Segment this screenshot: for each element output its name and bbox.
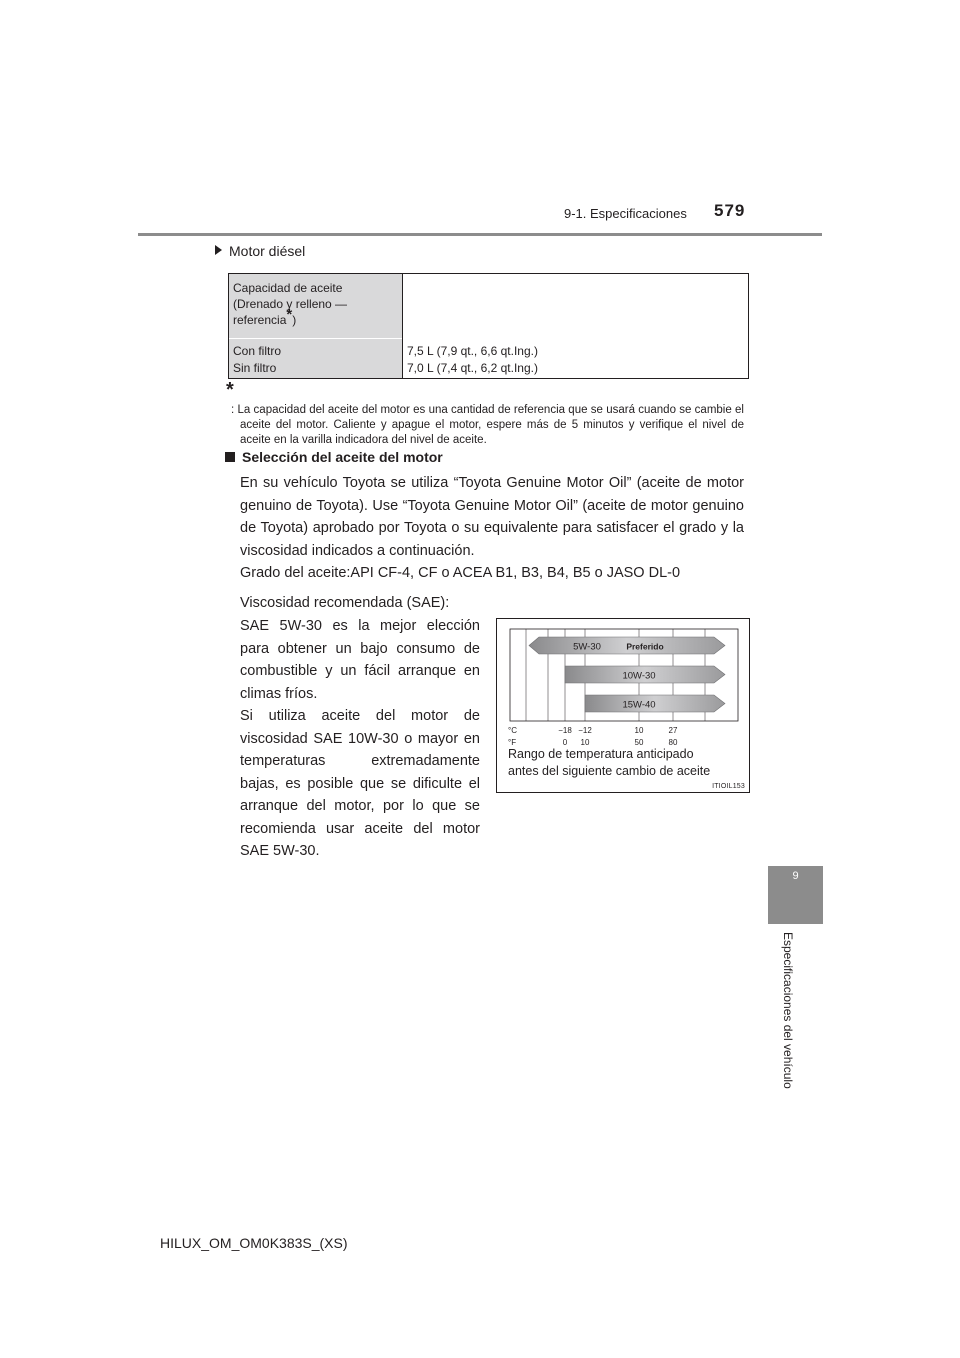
unit-celsius-label: °C: [508, 726, 517, 735]
table-divider: [229, 338, 402, 339]
tick-label-fahrenheit: 50: [634, 738, 644, 747]
triangle-bullet-icon: [215, 245, 222, 255]
tick-label-celsius: 27: [668, 726, 678, 735]
viscosity-bar-label: 15W-40: [622, 699, 656, 711]
motor-heading-text: Motor diésel: [229, 243, 306, 259]
page-number: 579: [714, 201, 746, 220]
viscosity-bar-note: Preferido: [626, 641, 664, 652]
table-header-line: Capacidad de aceite: [233, 281, 343, 295]
header-rule: [138, 233, 822, 236]
footnote-star: *: [226, 379, 234, 401]
section-heading-text: Selección del aceite del motor: [242, 449, 443, 465]
paragraph-5w30-best: SAE 5W-30 es la mejor elección para obtener un bajo consumo de combustible y un fácil arranque en climas fríos.: [240, 618, 480, 702]
chapter-tab-label: Especificaciones del vehículo: [781, 932, 795, 1089]
table-row-value: 7,5 L (7,9 qt., 6,6 qt.Ing.): [407, 344, 538, 358]
section-heading: [225, 449, 443, 465]
tick-label-celsius: 10: [634, 726, 644, 735]
table-label-column: [229, 274, 403, 378]
footnote-star: *: [286, 306, 293, 323]
chapter-tab: [768, 866, 823, 924]
tick-label-fahrenheit: 10: [580, 738, 590, 747]
header-section-title: 9-1. Especificaciones: [564, 206, 687, 221]
tick-label-celsius: −18: [558, 726, 572, 735]
chart-caption-line: antes del siguiente cambio de aceite: [508, 764, 711, 778]
table-row-label: Con filtro: [233, 344, 282, 358]
table-row-label: Sin filtro: [233, 361, 277, 375]
tick-label-celsius: −12: [578, 726, 592, 735]
chart-caption-line: Rango de temperatura anticipado: [508, 747, 694, 761]
table-header: [233, 280, 398, 328]
paragraph-oil-grade: Grado del aceite:API CF-4, CF o ACEA B1, B3, B4, B5 o JASO DL-0: [240, 565, 681, 581]
chart-ticks: [508, 726, 678, 747]
table-header-line: referencia*): [233, 306, 297, 327]
paragraph-oil-intro: En su vehículo Toyota se utiliza “Toyota Genuine Motor Oil” (aceite de motor genuino de Toyota). Use “Toyota Genuine Motor Oil” (aceite de motor genuino de Toyota) aprobado por Toyota o su equivalente para satisfacer el grado y la viscosidad indicados a continuación.: [240, 475, 744, 559]
table-header-line: (Drenado y relleno —: [233, 297, 348, 311]
oil-capacity-table: [228, 273, 749, 379]
document-footer-code: HILUX_OM_OM0K383S_(XS): [160, 1235, 348, 1251]
chapter-tab-number: 9: [792, 870, 799, 882]
paragraph-viscosity-label: Viscosidad recomendada (SAE):: [240, 595, 450, 611]
tick-label-fahrenheit: 80: [668, 738, 678, 747]
viscosity-bar-label: 5W-30: [573, 641, 601, 653]
viscosity-chart-figure: [496, 618, 750, 793]
chart-bars: [529, 637, 725, 712]
square-bullet-icon: [225, 452, 235, 462]
motor-heading: [215, 243, 305, 259]
paragraph-cold-warning: Si utiliza aceite del motor de viscosidad SAE 10W-30 o mayor en temperaturas extremadamente bajas, es posible que se dificulte el arranque del motor, por lo que se recomienda usar aceite del motor SAE 5W-30.: [240, 708, 480, 859]
unit-fahrenheit-label: °F: [508, 738, 517, 747]
tick-label-fahrenheit: 0: [562, 738, 568, 747]
figure-code: ITIOIL153: [712, 783, 745, 790]
footnote-text: : La capacidad del aceite del motor es una cantidad de referencia que se usará cuando se cambie el aceite del motor. Caliente y apague el motor, espere más de 5 minutos y verifique el nivel de aceite en la varilla indicadora del nivel de aceite.: [231, 404, 744, 446]
table-row-value: 7,0 L (7,4 qt., 6,2 qt.Ing.): [407, 361, 538, 375]
viscosity-bar-label: 10W-30: [622, 670, 656, 682]
chart-caption: [508, 746, 710, 780]
